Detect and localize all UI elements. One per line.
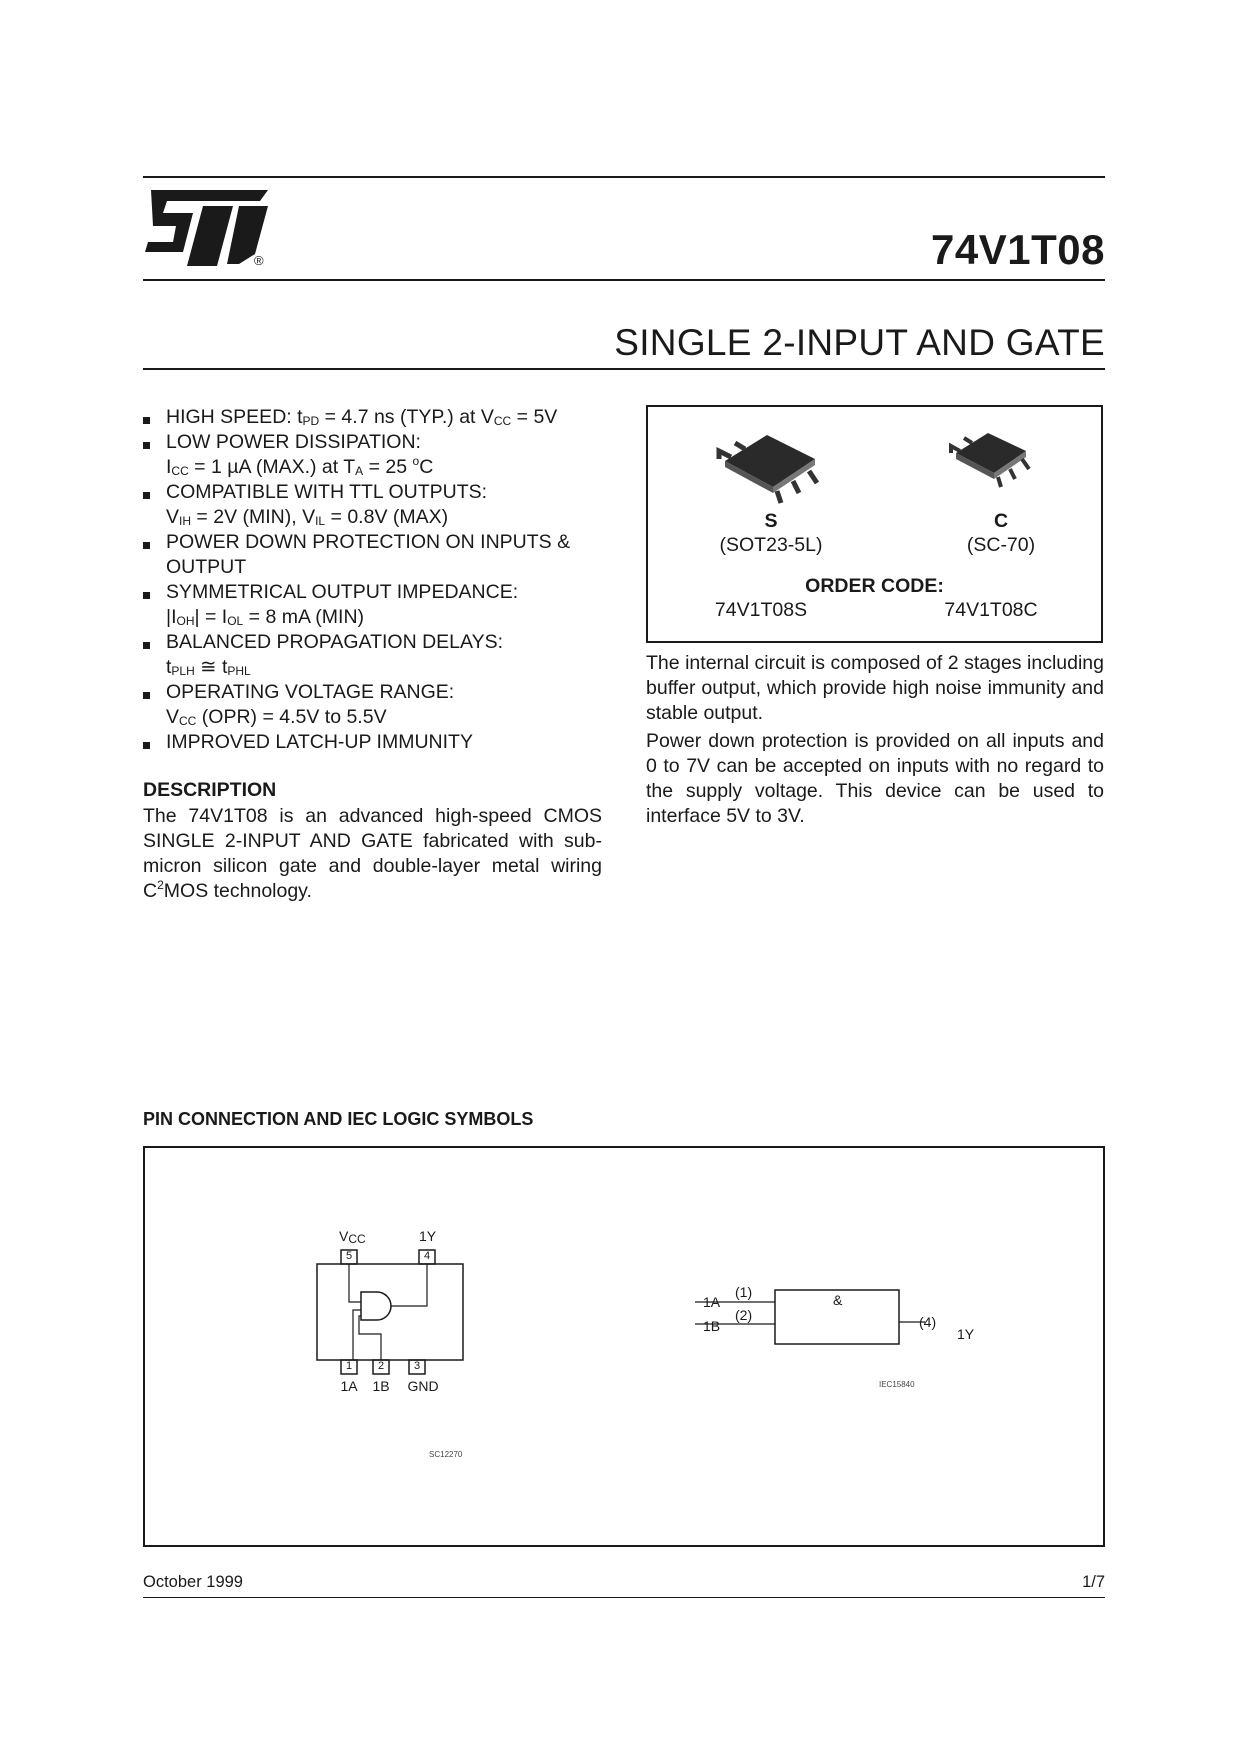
sc70-package-icon (948, 427, 1034, 491)
iec-input-b: 1B (703, 1318, 721, 1334)
description-heading: DESCRIPTION (143, 779, 277, 801)
footer-rule (143, 1597, 1105, 1598)
description-text: The 74V1T08 is an advanced high-speed CMOS SINGLE 2-INPUT AND GATE fabricated with sub-micron silicon gate and double-layer metal wiring $C^2MOS$ technology. (143, 805, 602, 902)
package-box (646, 405, 1103, 643)
vcc-label: $V_{CC}$ (339, 1228, 366, 1246)
bottom-gnd-label: GND (407, 1378, 439, 1394)
y-top-label: 1Y (419, 1228, 437, 1244)
title-rule (143, 368, 1105, 370)
iec-pin-2: (2) (735, 1307, 753, 1323)
top-rule (143, 176, 1105, 178)
package-s-letter: S (764, 510, 778, 532)
feature-detail: $I_{CC} = 1$ µA (MAX.) at $T_A = 25$ $^o$C (166, 454, 434, 478)
iec-pin-4: (4) (919, 1314, 937, 1330)
feature-item: IMPROVED LATCH-UP IMMUNITY (143, 730, 613, 755)
header-rule (143, 279, 1105, 281)
feature-detail: $|I_{OH}| = I_{OL} = 8$ mA (MIN) (166, 606, 365, 628)
features-list (143, 405, 613, 755)
bottom-1b-label: 1B (372, 1378, 390, 1394)
power-down-paragraph: Power down protection is provided on all inputs and 0 to 7V can be accepted on inputs with no regard to the supply voltage. This device can be used to interface 5V to 3V. (646, 730, 1104, 827)
order-code-label: ORDER CODE: (805, 575, 944, 597)
diagram-code-left: SC12270 (429, 1450, 463, 1459)
pin-connection-box (143, 1146, 1105, 1547)
package-s-name: (SOT23-5L) (719, 534, 823, 556)
iec-input-a: 1A (703, 1294, 721, 1310)
pin-2-label: 2 (377, 1360, 385, 1372)
iec-and-symbol: & (833, 1292, 843, 1308)
package-c-name: (SC-70) (966, 534, 1036, 556)
pin-3-label: 3 (413, 1360, 421, 1372)
feature-detail: $t_{PLH}$ ≅ $t_{PHL}$ (166, 656, 251, 678)
feature-item: OPERATING VOLTAGE RANGE: (143, 680, 613, 705)
footer-page: 1/7 (1082, 1573, 1105, 1591)
footer-date: October 1999 (143, 1573, 243, 1591)
feature-detail: $V_{CC}$ (OPR) = 4.5V to 5.5V (166, 706, 387, 728)
feature-detail: OUTPUT (166, 556, 247, 578)
pin-connection-heading: PIN CONNECTION AND IEC LOGIC SYMBOLS (143, 1109, 534, 1129)
page-title: SINGLE 2-INPUT AND GATE (614, 322, 1105, 363)
iec-output-y: 1Y (957, 1326, 975, 1342)
feature-item: BALANCED PROPAGATION DELAYS: (143, 630, 613, 655)
diagram-code-right: IEC15840 (879, 1380, 915, 1389)
part-number: 74V1T08 (931, 226, 1105, 273)
internal-circuit-paragraph: The internal circuit is composed of 2 stages including buffer output, which provide high noise immunity and stable output. (646, 652, 1104, 724)
feature-item: POWER DOWN PROTECTION ON INPUTS & (143, 530, 613, 555)
feature-item: LOW POWER DISSIPATION: (143, 430, 613, 455)
feature-detail: $V_{IH} = 2V$ (MIN), $V_{IL} = 0.8V$ (MAX) (166, 506, 449, 528)
sot23-package-icon (715, 429, 825, 507)
iec-pin-1: (1) (735, 1284, 753, 1300)
order-code-s: 74V1T08S (714, 599, 808, 621)
iec-logic-symbol (695, 1288, 925, 1348)
order-code-c: 74V1T08C (944, 599, 1038, 621)
package-c-letter: C (993, 510, 1009, 532)
pin-4-label: 4 (423, 1250, 431, 1262)
pin-5-label: 5 (345, 1250, 353, 1262)
feature-item: HIGH SPEED: $t_{PD} = 4.7$ ns (TYP.) at $V_{CC} = 5V$ (143, 405, 613, 430)
pin-1-label: 1 (345, 1360, 353, 1372)
feature-item: COMPATIBLE WITH TTL OUTPUTS: (143, 480, 613, 505)
registered-mark: ® (254, 253, 264, 268)
bottom-1a-label: 1A (340, 1378, 358, 1394)
pin-connection-diagram (315, 1248, 465, 1378)
feature-item: SYMMETRICAL OUTPUT IMPEDANCE: (143, 580, 613, 605)
